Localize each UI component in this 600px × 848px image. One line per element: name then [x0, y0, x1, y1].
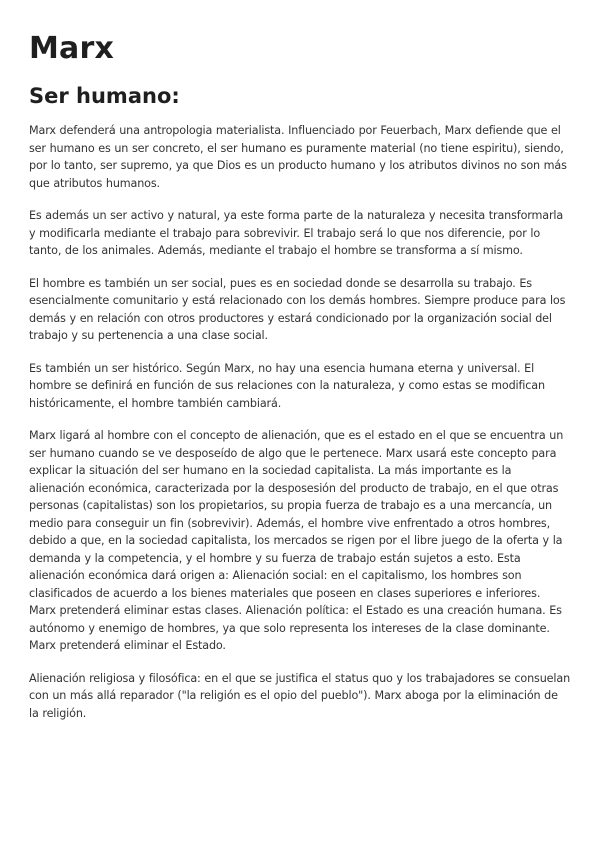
paragraph: Marx defenderá una antropologia materialista. Influenciado por Feuerbach, Marx defiende que el ser humano es un ser concreto, el ser humano es puramente material (no tiene espiritu), siendo, por lo tanto, ser supremo, ya que Dios es un producto humano y los atributos divinos no son más que atributos humanos.	[29, 124, 567, 190]
paragraph: El hombre es también un ser social, pues es en sociedad donde se desarrolla su trabajo. Es esencialmente comunitario y está relacionado con los demás hombres. Siempre produce para los demás y en relación con otros productores y estará condicionado por la organización social del trabajo y su pertenencia a una clase social.	[29, 276, 566, 342]
paragraph: Es también un ser histórico. Según Marx, no hay una esencia humana eterna y universal. El hombre se definirá en función de sus relaciones con la naturaleza, y como estas se modifican históricamente, el hombre también cambiará.	[29, 361, 545, 410]
document-title: Marx	[29, 31, 115, 66]
paragraph: Marx ligará al hombre con el concepto de alienación, que es el estado en el que se encuentra un ser humano cuando se ve desposeído de algo que le pertenece. Marx usará este concepto para explicar la situación del ser humano en la sociedad capitalista. La más importante es la alienación económica, caracterizada por la desposesión del producto de trabajo, en el que otras personas (capitalistas) son los propietarios, su propia fuerza de trabajo es a una mercancía, un medio para conseguir un fin (sobrevivir). Además, el hombre vive enfrentado a otros hombres, debido a que, en la sociedad capitalista, los mercados se rigen por el libre juego de la oferta y la demanda y la competencia, y el hombre y su fuerza de trabajo están sujetos a esto. Esta alienación económica dará origen a: Alienación social: en el capitalismo, los hombres son clasificados de acuerdo a los bienes materiales que poseen en clases superiores e inferiores. Marx pretenderá eliminar estas clases. Alienación política: el Estado es una creación humana. Es autónomo y enemigo de hombres, ya que solo representa los intereses de la clase dominante. Marx pretenderá eliminar el Estado.	[29, 429, 564, 652]
section-title: Ser humano:	[29, 84, 180, 108]
paragraph: Alienación religiosa y filosófica: en el que se justifica el status quo y los trabajadores se consuelan con un más allá reparador ("la religión es el opio del pueblo"). Marx aboga por la eliminación de la religión.	[29, 671, 571, 720]
document-body	[29, 122, 570, 722]
paragraph: Es además un ser activo y natural, ya este forma parte de la naturaleza y necesita transformarla y modificarla mediante el trabajo para sobrevivir. El trabajo será lo que nos diferencie, por lo tanto, de los animales. Además, mediante el trabajo el hombre se transforma a sí mismo.	[29, 209, 564, 257]
